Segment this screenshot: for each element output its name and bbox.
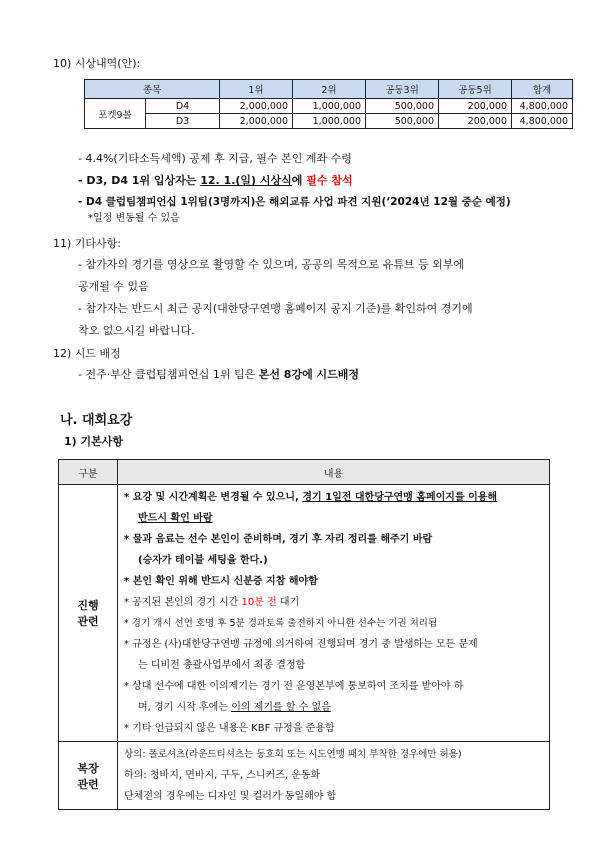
dress-label: 복장 관련 xyxy=(59,742,118,810)
rule-text-underlined: 이의 제기를 할 수 없음 xyxy=(231,702,331,713)
prize-cell: 1,000,000 xyxy=(293,99,366,114)
rule-line: * 물과 음료는 선수 본인이 준비하며, 경기 후 자리 정리를 해주기 바람 xyxy=(124,534,433,545)
rules-header-category: 구분 xyxy=(59,460,118,485)
notice-note-line2: 착오 없으시길 바랍니다. xyxy=(78,324,195,337)
part-title: 나. 대회요강 xyxy=(60,413,133,428)
progress-content xyxy=(118,485,550,742)
prize-cell: 2,000,000 xyxy=(220,114,293,129)
rule-text: 대기 xyxy=(276,597,300,608)
rule-text-red: 10분 전 xyxy=(241,597,277,608)
prize-table xyxy=(84,79,573,129)
ceremony-note-prefix: - D3, D4 1위 입상자는 xyxy=(78,174,201,187)
prize-header-3rd: 공동3위 xyxy=(366,80,439,99)
rule-line xyxy=(124,697,543,718)
prize-cell: 1,000,000 xyxy=(293,114,366,129)
section-12-title: 12) 시드 배정 xyxy=(53,347,121,360)
mandatory-attendance: 필수 참석 xyxy=(306,174,353,187)
rule-line: 는 디비전 총괄사업부에서 최종 결정함 xyxy=(138,660,306,671)
prize-header-total: 합계 xyxy=(512,80,573,99)
ceremony-note-mid: 에 xyxy=(291,174,307,187)
rule-line: * 상대 선수에 대한 이의제기는 경기 전 운영본부에 통보하여 조치를 받아야 하 xyxy=(124,681,464,692)
table-row xyxy=(59,742,550,810)
prize-cell: 4,800,000 xyxy=(512,99,573,114)
prize-header-event: 종목 xyxy=(85,80,220,99)
table-row xyxy=(59,485,550,742)
rule-text: * 요강 및 시간계획은 변경될 수 있으니, xyxy=(124,492,303,503)
dress-line: 하의: 청바지, 면바지, 구두, 스니커즈, 운동화 xyxy=(124,770,321,781)
prize-cell: D3 xyxy=(146,114,220,129)
rule-text-underlined: 반드시 확인 바람 xyxy=(138,513,213,524)
prize-group-label: 포켓9볼 xyxy=(85,99,146,129)
tax-note: - 4.4%(기타소득세액) 공제 후 지급, 필수 본인 계좌 수령 xyxy=(78,152,352,165)
table-row xyxy=(85,114,573,129)
rule-line: * 경기 개시 선언 호명 후 5분 경과토록 출전하지 아니한 선수는 기권 처리됨 xyxy=(124,618,438,629)
rule-text-underlined: 경기 1일전 대한당구연맹 홈페이지를 이용해 xyxy=(302,492,498,503)
seed-note-prefix: - 전주·부산 클럽팀챔피언십 1위 팀은 xyxy=(78,368,259,381)
table-row xyxy=(85,99,573,114)
rule-text: 며, 경기 시작 후에는 xyxy=(138,702,232,713)
rules-header-content: 내용 xyxy=(118,460,550,485)
rule-line xyxy=(124,487,543,508)
prize-cell: 200,000 xyxy=(439,114,512,129)
rules-table xyxy=(58,459,550,810)
seed-note-bold: 본선 8강에 시드배정 xyxy=(258,368,360,381)
rule-line xyxy=(124,592,543,613)
prize-cell: 4,800,000 xyxy=(512,114,573,129)
video-note-line2: 공개될 수 있음 xyxy=(78,280,149,293)
section-10-title: 10) 시상내역(안): xyxy=(53,57,141,70)
rule-line: * 본인 확인 위해 반드시 신분증 지참 해야함 xyxy=(124,576,318,587)
subsection-title: 1) 기본사항 xyxy=(64,435,124,448)
prize-header-1st: 1위 xyxy=(220,80,293,99)
rule-text: * 공지된 본인의 경기 시간 xyxy=(124,597,242,608)
rule-line: * 규정은 (사)대한당구연맹 규정에 의거하여 진행되며 경기 중 발생하는 모든 문제 xyxy=(124,639,478,650)
notice-note-line1: - 참가자는 반드시 최근 공지(대한당구연맹 홈페이지 공지 기준)를 확인하여 경기에 xyxy=(78,302,473,315)
prize-header-2nd: 2위 xyxy=(293,80,366,99)
progress-label: 진행 관련 xyxy=(59,485,118,742)
prize-cell: 500,000 xyxy=(366,99,439,114)
dress-line: 단체전의 경우에는 디자인 및 컬러가 동일해야 함 xyxy=(124,791,337,802)
seed-note xyxy=(78,366,359,382)
prize-header-5th: 공동5위 xyxy=(439,80,512,99)
rule-line: (승자가 테이블 세팅을 한다.) xyxy=(138,555,268,566)
prize-cell: D4 xyxy=(146,99,220,114)
video-note-line1: - 참가자의 경기를 영상으로 촬영할 수 있으며, 공공의 목적으로 유튜브 등 외부에 xyxy=(78,258,464,271)
ceremony-date: 12. 1.(일) 시상식 xyxy=(200,174,292,187)
dress-content xyxy=(118,742,550,810)
ceremony-note xyxy=(78,172,353,188)
exchange-note: - D4 클럽팀챔피언십 1위팀(3명까지)은 해외교류 사업 파견 지원(‘2024년 12월 중순 예정) xyxy=(78,196,511,208)
section-11-title: 11) 기타사항: xyxy=(53,237,121,250)
schedule-change-note: *일정 변동될 수 있음 xyxy=(88,213,180,224)
rule-line xyxy=(124,508,543,529)
rule-line: * 기타 언급되지 않은 내용은 KBF 규정을 준용함 xyxy=(124,723,335,734)
prize-cell: 2,000,000 xyxy=(220,99,293,114)
dress-line: 상의: 폴로셔츠(라운드티셔츠는 동호회 또는 시도연맹 패치 부착한 경우에만 허용) xyxy=(124,749,462,760)
prize-cell: 500,000 xyxy=(366,114,439,129)
prize-cell: 200,000 xyxy=(439,99,512,114)
